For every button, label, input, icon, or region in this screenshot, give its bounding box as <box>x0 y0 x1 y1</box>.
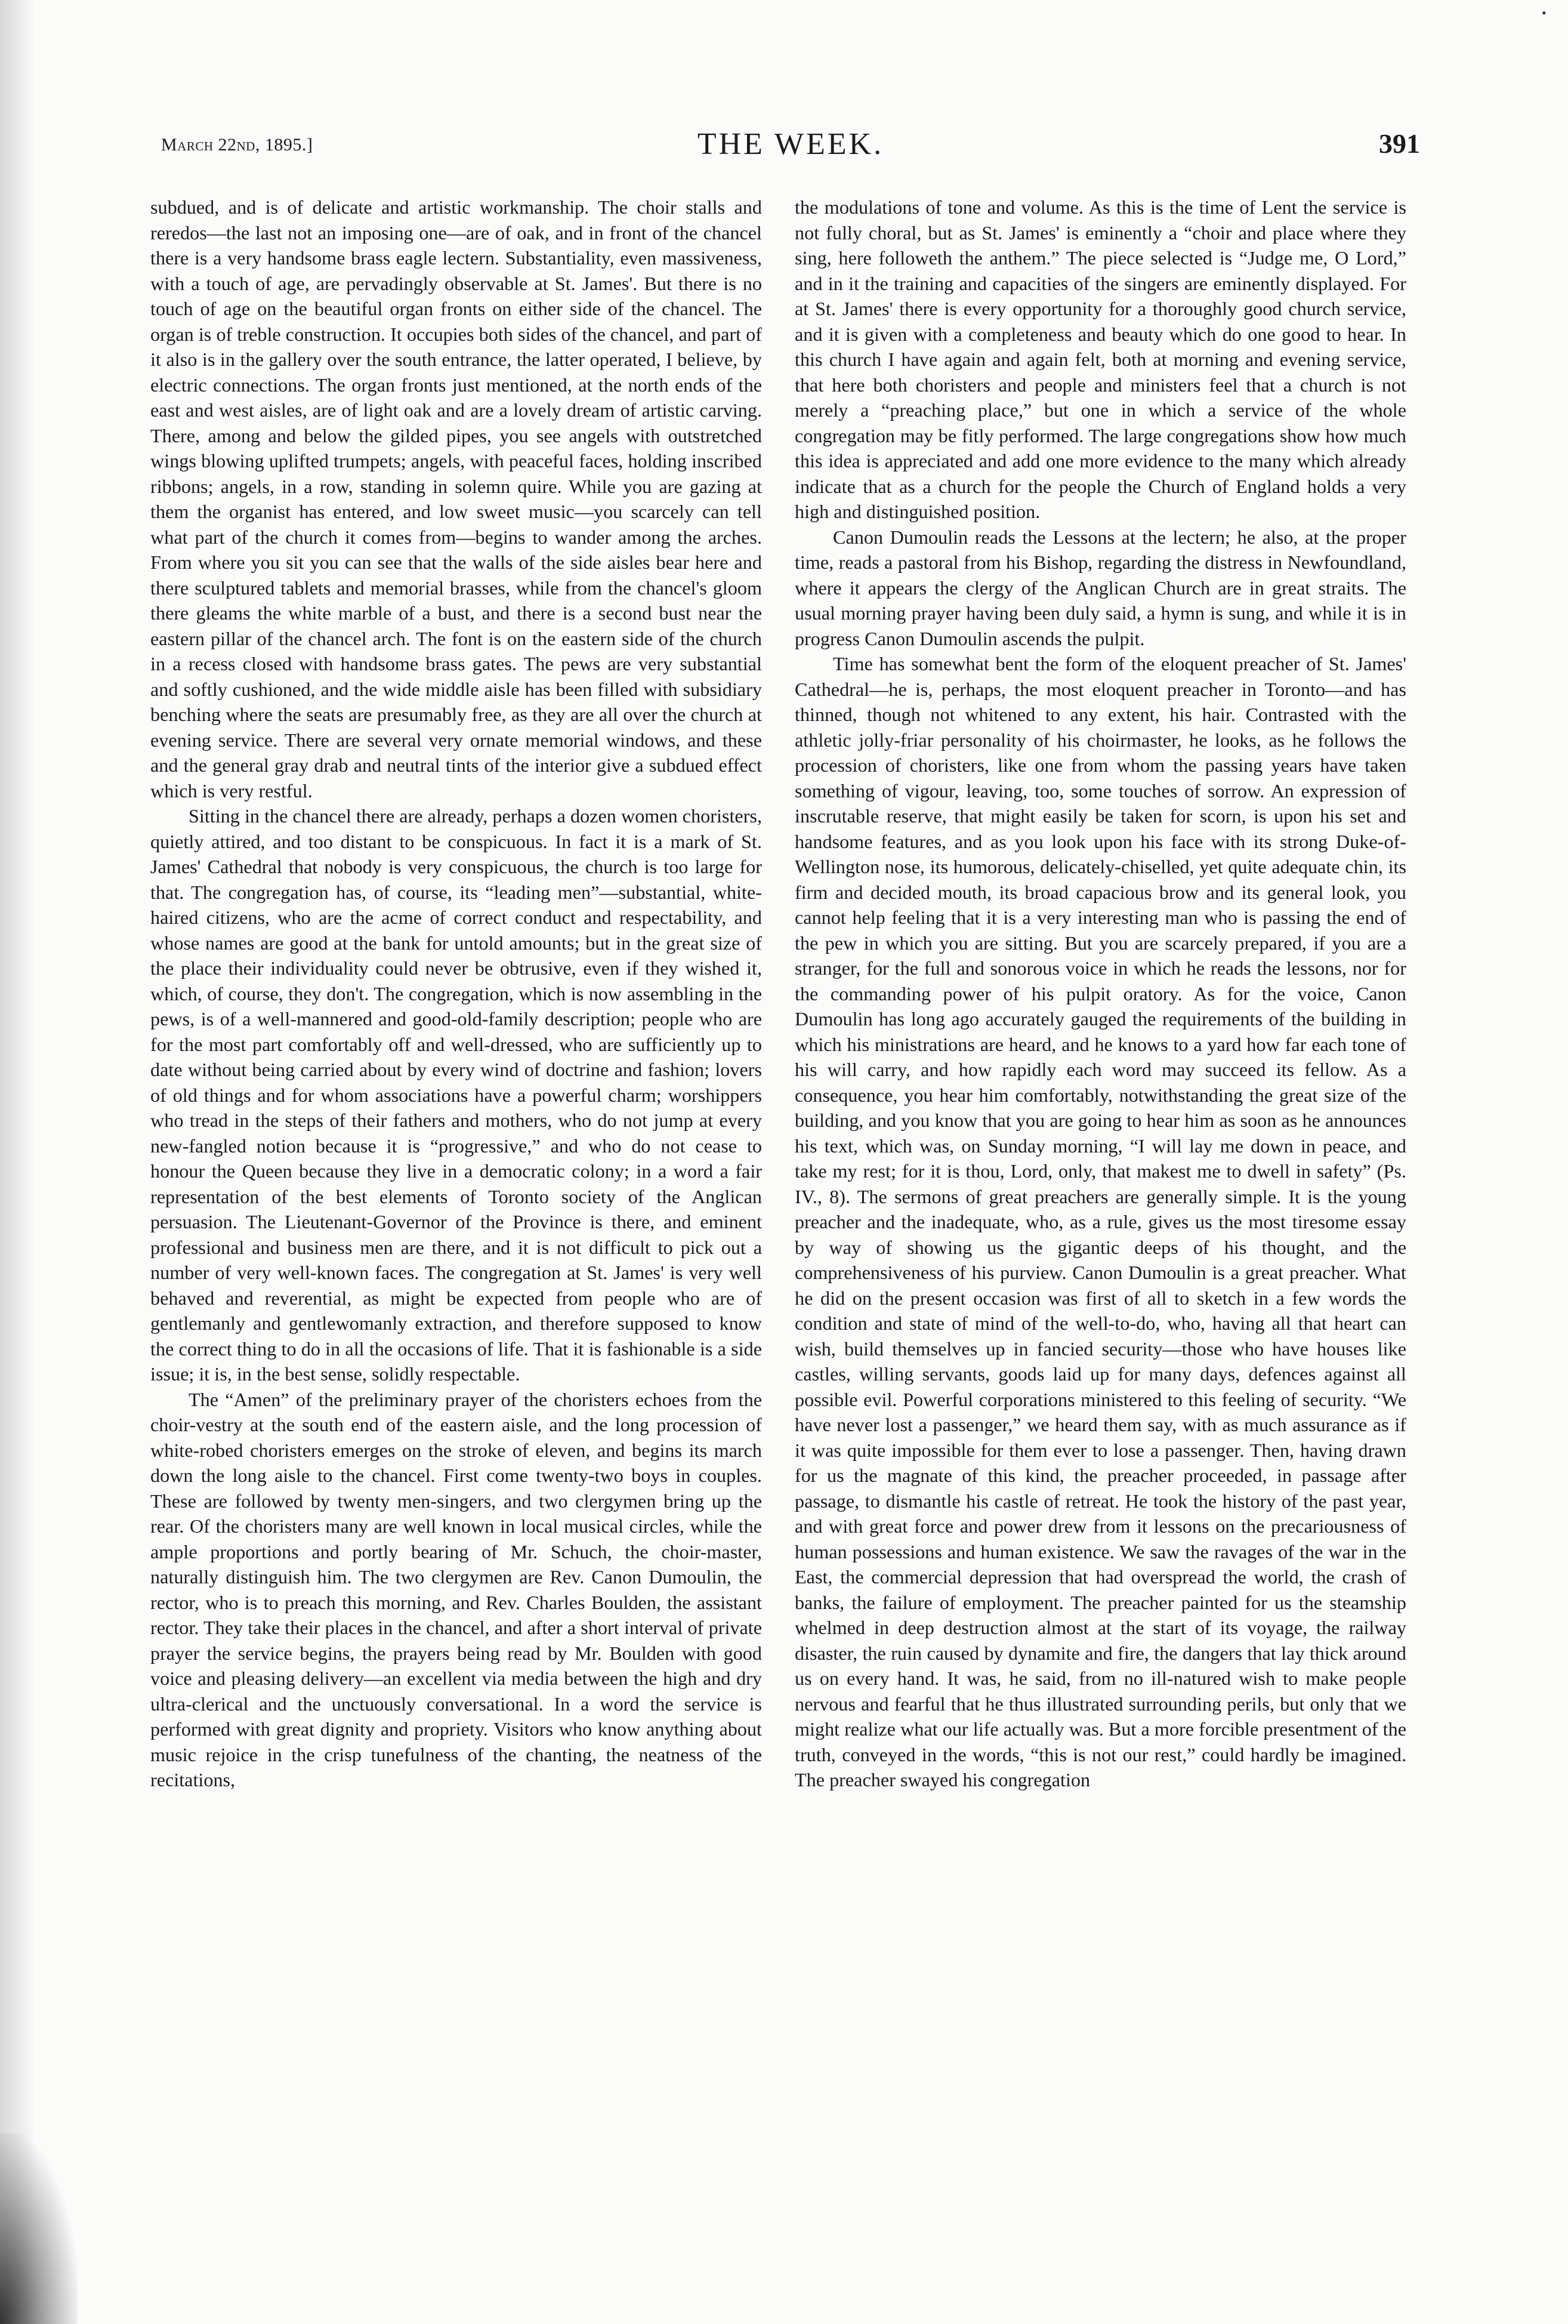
page-header <box>161 127 1420 168</box>
masthead-title: THE WEEK. <box>697 127 884 161</box>
page-number: 391 <box>1379 128 1420 159</box>
scan-edge-blot <box>0 2133 78 2324</box>
right-paragraph: the modulations of tone and volume. As this is the time of Lent the service is not fully choral, but as St. James' is eminently a “choir and place where they sing, here followeth the anthem.” The piece selected is “Judge me, O Lord,” and in it the training and capacities of the singers are eminently displayed. For at St. James' there is every opportunity for a thoroughly good church service, and it is given with a completeness and beauty which do one good to hear. In this church I have again and again felt, both at morning and evening service, that here both choristers and people and ministers feel that a church is not merely a “preaching place,” but one in which a service of the whole congregation may be fitly performed. The large congregations show how much this idea is appreciated and add one more evidence to the many which already indicate that as a church for the people the Church of England holds a very high and distinguished position. <box>795 196 1406 522</box>
scan-edge-shadow <box>0 0 36 2324</box>
left-paragraph: The “Amen” of the preliminary prayer of the choristers echoes from the choir-vestry at the south end of the eastern aisle, and the long procession of white-robed choristers emerges on the stroke of eleven, and begins its march down the long aisle to the chancel. First come twenty-two boys in couples. These are followed by twenty men-singers, and two clergymen bring up the rear. Of the choristers many are well known in local musical circles, while the ample proportions and portly bearing of Mr. Schuch, the choir-master, naturally distinguish him. The two clergymen are Rev. Canon Dumoulin, the rector, who is to preach this morning, and Rev. Charles Boulden, the assistant rector. They take their places in the chancel, and after a short interval of private prayer the service begins, the prayers being read by Mr. Boulden with good voice and pleasing delivery—an excellent via media between the high and dry ultra-clerical and the unctuously conversational. In a word the service is performed with great dignity and propriety. Visitors who know anything about music rejoice in the crisp tunefulness of the chanting, the neatness of the recitations, <box>150 1388 762 1790</box>
corner-mark-icon: • <box>1542 5 1547 20</box>
right-paragraph: Canon Dumoulin reads the Lessons at the lectern; he also, at the proper time, reads a pastoral from his Bishop, regarding the distress in Newfoundland, where it appears the clergy of the Anglican Church are in great straits. The usual morning prayer having been duly said, a hymn is sung, and while it is in progress Canon Dumoulin ascends the pulpit. <box>795 526 1406 649</box>
right-column <box>795 195 1406 2271</box>
right-paragraph: Time has somewhat bent the form of the eloquent preacher of St. James' Cathedral—he is, perhaps, the most eloquent preacher in Toronto—and has thinned, though not whitened to any extent, his hair. Contrasted with the athletic jolly-friar personality of his choirmaster, he looks, as he follows the procession of choristers, like one from whom the passing years have taken something of vigour, leaving, too, some touches of sorrow. An expression of inscrutable reserve, that might easily be taken for scorn, is upon his set and handsome features, and as you look upon his face with its strong Duke-of-Wellington nose, its humorous, delicately-chiselled, yet quite adequate chin, its firm and decided mouth, its broad capacious brow and its general look, you cannot help feeling that it is a very interesting man who is passing the end of the pew in which you are sitting. But you are scarcely prepared, if you are a stranger, for the full and sonorous voice in which he reads the lessons, nor for the commanding power of his pulpit oratory. As for the voice, Canon Dumoulin has long ago accurately gauged the requirements of the building in which his ministrations are heard, and he knows to a yard how far each tone of his will carry, and how rapidly each word may succeed its fellow. As a consequence, you hear him comfortably, notwithstanding the great size of the building, and you know that you are going to hear him as soon as he announces his text, which was, on Sunday morning, “I will lay me down in peace, and take my rest; for it is thou, Lord, only, that makest me to dwell in safety” (Ps. IV., 8). The sermons of great preachers are generally simple. It is the young preacher and the inadequate, who, as a rule, gives us the most tiresome essay by way of showing us the gigantic deeps of his thought, and the comprehensiveness of his purview. Canon Dumoulin is a great preacher. What he did on the present occasion was first of all to sketch in a few words the condition and state of mind of the well-to-do, who, having all that heart can wish, build themselves up in fancied security—those who have houses like castles, willing servants, goods laid up for many days, defences against all possible evil. Powerful corporations ministered to this feeling of security. “We have never lost a passenger,” we heard them say, with as much assurance as if it was quite impossible for them ever to lose a passenger. Then, having drawn for us the magnate of this kind, the preacher proceeded, in passage after passage, to dismantle his castle of retreat. He took the history of the past year, and with great force and power drew from it lessons on the precariousness of human possessions and human existence. We saw the ravages of the war in the East, the commercial depression that had overspread the world, the crash of banks, the failure of employment. The preacher painted for us the steamship whelmed in deep destruction almost at the start of its voyage, the railway disaster, the ruin caused by dynamite and fire, the dangers that lay thick around us on every hand. It was, he said, from no ill-natured wish to make people nervous and fearful that he thus illustrated surrounding perils, but only that we might realize what our life actually was. But a more forcible presentment of the truth, conveyed in the words, “this is not our rest,” could hardly be imagined. The preacher swayed his congregation <box>795 653 1406 1790</box>
left-column <box>150 195 762 2271</box>
left-paragraph: subdued, and is of delicate and artistic workmanship. The choir stalls and reredos—the last not an imposing one—are of oak, and in front of the chancel there is a very handsome brass eagle lectern. Substantiality, even massiveness, with a touch of age, are pervadingly observable at St. James'. But there is no touch of age on the beautiful organ fronts on either side of the chancel. The organ is of treble construction. It occupies both sides of the chancel, and part of it also is in the gallery over the south entrance, the latter operated, I believe, by electric connections. The organ fronts just mentioned, at the north ends of the east and west aisles, are of light oak and are a lovely dream of artistic carving. There, among and below the gilded pipes, you see angels with outstretched wings blowing uplifted trumpets; angels, with peaceful faces, holding inscribed ribbons; angels, in a row, standing in solemn quire. While you are gazing at them the organist has entered, and low sweet music—you scarcely can tell what part of the church it comes from—begins to wander among the arches. From where you sit you can see that the walls of the side aisles bear here and there sculptured tablets and memorial brasses, while from the chancel's gloom there gleams the white marble of a bust, and there is a second bust near the eastern pillar of the chancel arch. The font is on the eastern side of the church in a recess closed with handsome brass gates. The pews are very substantial and softly cushioned, and the wide middle aisle has been filled with subsidiary benching where the seats are presumably free, as they are all over the church at evening service. There are several very ornate memorial windows, and these and the general gray drab and neutral tints of the interior give a subdued effect which is very restful. <box>150 196 762 802</box>
left-paragraph: Sitting in the chancel there are already, perhaps a dozen women choristers, quietly attired, and too distant to be conspicuous. In fact it is a mark of St. James' Cathedral that nobody is very conspicuous, the church is too large for that. The congregation has, of course, its “leading men”—substantial, white-haired citizens, who are the acme of correct conduct and respectability, and whose names are good at the bank for untold amounts; but in the great size of the place their individuality could never be obtrusive, even if they wished it, which, of course, they don't. The congregation, which is now assembling in the pews, is of a well-mannered and good-old-family description; people who are for the most part comfortably off and well-dressed, who are sufficiently up to date without being carried about by every wind of doctrine and fashion; lovers of old things and for whom associations have a powerful charm; worshippers who tread in the steps of their fathers and mothers, who do not jump at every new-fangled notion because it is “progressive,” and who do not cease to honour the Queen because they live in a democratic colony; in a word a fair representation of the best elements of Toronto society of the Anglican persuasion. The Lieutenant-Governor of the Province is there, and eminent professional and business men are there, and it is not difficult to pick out a number of very well-known faces. The congregation at St. James' is very well behaved and reverential, as might be expected from people who are of gentlemanly and gentlewomanly extraction, and therefore supposed to know the correct thing to do in all the occasions of life. That it is fashionable is a side issue; it is, in the best sense, solidly respectable. <box>150 805 762 1385</box>
issue-date: March 22nd, 1895.] <box>161 135 313 155</box>
